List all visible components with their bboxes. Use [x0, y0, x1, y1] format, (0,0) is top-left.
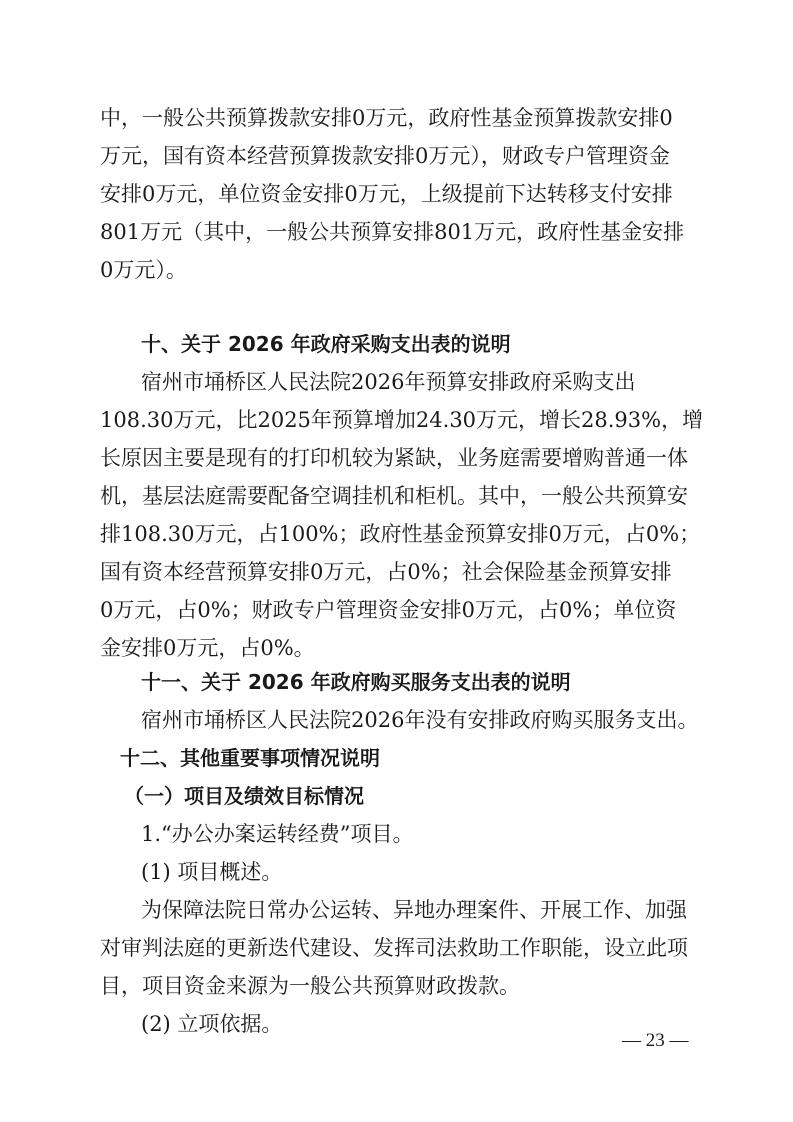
- para1-line-4: 801万元（其中，一般公共预算安排801万元，政府性基金安排: [100, 220, 685, 244]
- section-10-line-3: 长原因主要是现有的打印机较为紧缺，业务庭需要增购普通一体: [100, 446, 688, 470]
- section-10-line-1: 宿州市埇桥区人民法院2026年预算安排政府采购支出: [141, 370, 636, 394]
- desc-line-2: 对审判法庭的更新迭代建设、发挥司法救助工作职能，设立此项: [100, 936, 688, 960]
- section-11-line: 宿州市埇桥区人民法院2026年没有安排政府购买服务支出。: [141, 708, 699, 732]
- section-11-heading: 十一、关于 2026 年政府购买服务支出表的说明: [141, 670, 571, 694]
- desc-line-3: 目，项目资金来源为一般公共预算财政拨款。: [100, 974, 520, 998]
- section-10-line-5: 排108.30万元，占100%；政府性基金预算安排0万元，占0%；: [100, 522, 701, 546]
- para1-line-2: 万元，国有资本经营预算拨款安排0万元），财政专户管理资金: [100, 144, 670, 168]
- section-10-line-2: 108.30万元，比2025年预算增加24.30万元，增长28.93%，增: [100, 408, 704, 432]
- section-10-line-6: 国有资本经营预算安排0万元，占0%；社会保险基金预算安排: [100, 560, 672, 584]
- section-10-line-7: 0万元，占0%；财政专户管理资金安排0万元，占0%；单位资: [100, 598, 677, 622]
- section-12-subheading: （一）项目及绩效目标情况: [124, 784, 364, 808]
- page-number: — 23 —: [622, 1030, 689, 1051]
- para1-line-1: 中，一般公共预算拨款安排0万元，政府性基金预算拨款安排0: [100, 106, 673, 130]
- para1-line-3: 安排0万元，单位资金安排0万元，上级提前下达转移支付安排: [100, 182, 673, 206]
- sub-1-overview: (1) 项目概述。: [141, 860, 283, 884]
- sub-2-basis: (2) 立项依据。: [141, 1012, 283, 1036]
- section-10-line-4: 机，基层法庭需要配备空调挂机和柜机。其中，一般公共预算安: [100, 484, 688, 508]
- section-12-heading: 十二、其他重要事项情况说明: [120, 746, 380, 770]
- item-1-title: 1.“办公办案运转经费”项目。: [141, 822, 414, 846]
- para1-line-5: 0万元）。: [100, 258, 187, 282]
- desc-line-1: 为保障法院日常办公运转、异地办理案件、开展工作、加强: [141, 898, 687, 922]
- section-10-heading: 十、关于 2026 年政府采购支出表的说明: [141, 332, 511, 356]
- section-10-line-8: 金安排0万元，占0%。: [100, 636, 315, 660]
